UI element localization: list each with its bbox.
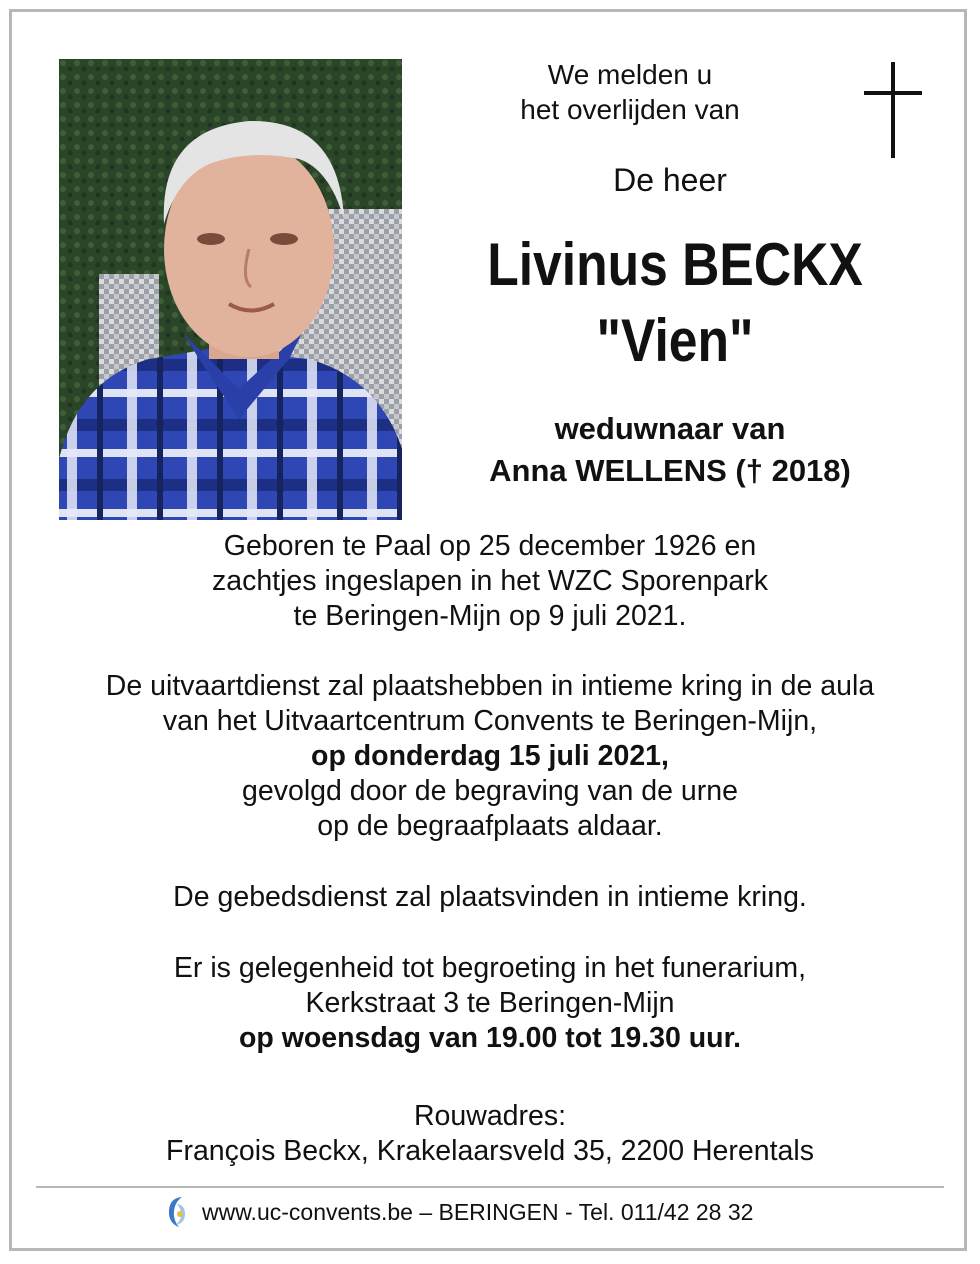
visitation-paragraph xyxy=(20,951,960,1056)
intro-text xyxy=(470,57,790,127)
uc-convents-logo-icon xyxy=(164,1194,190,1230)
paragraph-line: zachtjes ingeslapen in het WZC Sporenpark xyxy=(211,565,769,597)
full-name: Livinus BECKX xyxy=(487,231,863,298)
address-value: François Beckx, Krakelaarsveld 35, 2200 Herentals xyxy=(166,1135,814,1167)
paragraph-line: Geboren te Paal op 25 december 1926 en xyxy=(223,530,757,562)
paragraph-line: te Beringen-Mijn op 9 juli 2021. xyxy=(293,600,687,632)
nickname: "Vien" xyxy=(596,307,754,374)
paragraph-line: Er is gelegenheid tot begroeting in het funerarium, xyxy=(173,952,807,984)
visitation-time: op woensdag van 19.00 tot 19.30 uur. xyxy=(238,1022,742,1054)
footer xyxy=(164,1194,753,1230)
honorific: De heer xyxy=(613,162,727,198)
spouse-name: Anna WELLENS († 2018) xyxy=(489,453,851,488)
paragraph-line: van het Uitvaartcentrum Convents te Beringen-Mijn, xyxy=(162,705,818,737)
widower-label: weduwnaar van xyxy=(554,411,786,446)
footer-contact: www.uc-convents.be – BERINGEN - Tel. 011/42 28 32 xyxy=(202,1198,754,1225)
cross-icon xyxy=(864,62,922,158)
deceased-name xyxy=(473,227,877,379)
birth-death-paragraph xyxy=(20,529,960,634)
intro-line: het overlijden van xyxy=(520,94,740,125)
prayer-paragraph: De gebedsdienst zal plaatsvinden in intieme kring. xyxy=(173,881,807,913)
paragraph-line: gevolgd door de begraving van de urne xyxy=(242,775,738,807)
paragraph-line: Kerkstraat 3 te Beringen-Mijn xyxy=(305,987,675,1019)
paragraph-line: op de begraafplaats aldaar. xyxy=(317,810,663,842)
footer-divider xyxy=(36,1186,944,1188)
portrait-photo xyxy=(59,59,402,520)
paragraph-line: De uitvaartdienst zal plaatshebben in intieme kring in de aula xyxy=(105,670,875,702)
mourning-address xyxy=(20,1099,960,1169)
address-label: Rouwadres: xyxy=(413,1100,567,1132)
intro-line: We melden u xyxy=(547,59,713,90)
widower-info xyxy=(420,408,920,492)
funeral-paragraph xyxy=(20,669,960,844)
funeral-date: op donderdag 15 juli 2021, xyxy=(311,740,669,772)
